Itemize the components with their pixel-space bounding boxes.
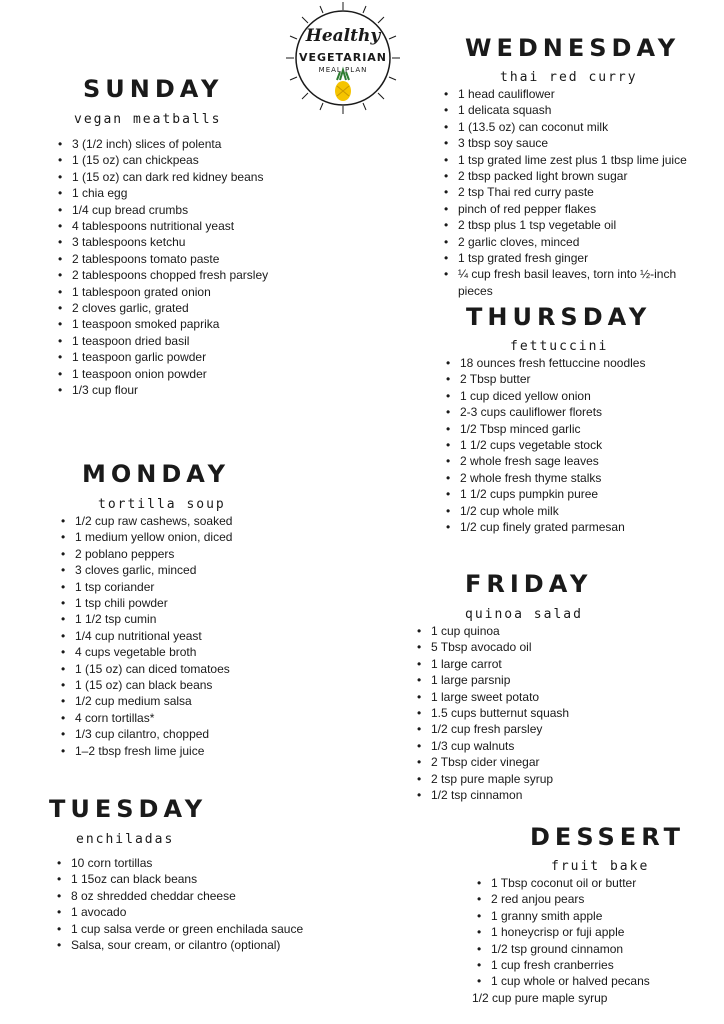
thursday-ingredient: • 1/2 cup finely grated parmesan [445,519,645,535]
thursday-heading: THURSDAY [466,303,652,331]
wednesday-ingredient: • 2 tsp Thai red curry paste [443,184,695,200]
thursday-ingredient: • 1/2 Tbsp minced garlic [445,421,645,437]
wednesday-heading: WEDNESDAY [465,34,681,62]
monday-dish: tortilla soup [98,497,226,512]
friday-ingredients [416,623,569,803]
tuesday-ingredient: • Salsa, sour cream, or cilantro (optional) [56,937,303,953]
sunday-ingredient: • 3 (1/2 inch) slices of polenta [57,136,268,152]
dessert-extra-item: 1/2 cup pure maple syrup [472,991,608,1005]
monday-ingredient: • 1 (15 oz) can diced tomatoes [60,661,232,677]
thursday-ingredient: • 2 whole fresh sage leaves [445,453,645,469]
sunday-ingredient: • 1 teaspoon dried basil [57,333,268,349]
thursday-ingredient: • 1 cup diced yellow onion [445,388,645,404]
wednesday-ingredient: • 2 tbsp packed light brown sugar [443,168,695,184]
thursday-ingredient: • 2 whole fresh thyme stalks [445,470,645,486]
monday-ingredient: • 1/2 cup medium salsa [60,693,232,709]
tuesday-dish: enchiladas [76,832,175,847]
wednesday-ingredient: • 2 tbsp plus 1 tsp vegetable oil [443,217,695,233]
wednesday-ingredient: • pinch of red pepper flakes [443,201,695,217]
monday-ingredient: • 1/2 cup raw cashews, soaked [60,513,232,529]
thursday-ingredients [445,355,645,535]
dessert-ingredients [476,875,650,990]
dessert-ingredient: • 1 Tbsp coconut oil or butter [476,875,650,891]
monday-ingredient: • 1 tsp coriander [60,579,232,595]
thursday-dish: fettuccini [510,339,609,354]
friday-ingredient: • 2 tsp pure maple syrup [416,771,569,787]
thursday-ingredient: • 2-3 cups cauliflower florets [445,404,645,420]
friday-ingredient: • 1 large parsnip [416,672,569,688]
thursday-ingredient: • 18 ounces fresh fettuccine noodles [445,355,645,371]
sunday-ingredient: • 4 tablespoons nutritional yeast [57,218,268,234]
monday-ingredient: • 1 medium yellow onion, diced [60,529,232,545]
sunday-ingredient: • 1 chia egg [57,185,268,201]
tuesday-ingredient: • 1 15oz can black beans [56,871,303,887]
sunday-ingredients [57,136,268,399]
dessert-heading: DESSERT [530,823,685,851]
wednesday-ingredient: • 1 tsp grated lime zest plus 1 tbsp lime juice [443,152,695,168]
monday-ingredient: • 4 corn tortillas* [60,710,232,726]
thursday-ingredient: • 2 Tbsp butter [445,371,645,387]
sunday-ingredient: • 1 teaspoon smoked paprika [57,316,268,332]
wednesday-ingredient: • 1 (13.5 oz) can coconut milk [443,119,695,135]
monday-ingredient: • 1–2 tbsp fresh lime juice [60,743,232,759]
friday-dish: quinoa salad [465,607,583,622]
sunday-heading: SUNDAY [83,75,224,103]
dessert-ingredient: • 2 red anjou pears [476,891,650,907]
sunday-ingredient: • 1 teaspoon garlic powder [57,349,268,365]
sunday-ingredient: • 2 tablespoons chopped fresh parsley [57,267,268,283]
monday-heading: MONDAY [82,460,230,488]
sunday-ingredient: • 2 cloves garlic, grated [57,300,268,316]
sunday-ingredient: • 1 tablespoon grated onion [57,284,268,300]
sunday-ingredient: • 3 tablespoons ketchu [57,234,268,250]
dessert-ingredient: • 1 cup whole or halved pecans [476,973,650,989]
tuesday-ingredient: • 10 corn tortillas [56,855,303,871]
monday-ingredient: • 4 cups vegetable broth [60,644,232,660]
tuesday-ingredient: • 8 oz shredded cheddar cheese [56,888,303,904]
wednesday-ingredients [443,86,695,299]
sunday-ingredient: • 1/3 cup flour [57,382,268,398]
tuesday-ingredient: • 1 cup salsa verde or green enchilada sauce [56,921,303,937]
monday-ingredient: • 3 cloves garlic, minced [60,562,232,578]
logo-vegetarian: VEGETARIAN [298,51,387,64]
tuesday-ingredient: • 1 avocado [56,904,303,920]
monday-ingredient: • 1/3 cup cilantro, chopped [60,726,232,742]
monday-ingredient: • 1 (15 oz) can black beans [60,677,232,693]
sunday-ingredient: • 2 tablespoons tomato paste [57,251,268,267]
logo-meal-plan: MEAL PLAN [318,66,368,74]
monday-ingredient: • 1 tsp chili powder [60,595,232,611]
wednesday-ingredient: • ¼ cup fresh basil leaves, torn into ½-inch pieces [443,266,695,299]
dessert-ingredient: • 1 honeycrisp or fuji apple [476,924,650,940]
thursday-ingredient: • 1 1/2 cups pumpkin puree [445,486,645,502]
friday-ingredient: • 1 large sweet potato [416,689,569,705]
thursday-ingredient: • 1 1/2 cups vegetable stock [445,437,645,453]
sunday-ingredient: • 1/4 cup bread crumbs [57,202,268,218]
tuesday-ingredients [56,855,303,953]
friday-ingredient: • 1 cup quinoa [416,623,569,639]
dessert-ingredient: • 1 cup fresh cranberries [476,957,650,973]
sunday-ingredient: • 1 teaspoon onion powder [57,366,268,382]
thursday-ingredient: • 1/2 cup whole milk [445,503,645,519]
friday-ingredient: • 1.5 cups butternut squash [416,705,569,721]
wednesday-ingredient: • 2 garlic cloves, minced [443,234,695,250]
tuesday-heading: TUESDAY [49,795,208,823]
friday-ingredient: • 1/2 tsp cinnamon [416,787,569,803]
wednesday-ingredient: • 1 head cauliflower [443,86,695,102]
friday-heading: FRIDAY [465,570,593,598]
logo-healthy: Healthy [305,26,381,46]
friday-ingredient: • 2 Tbsp cider vinegar [416,754,569,770]
friday-ingredient: • 1 large carrot [416,656,569,672]
dessert-ingredient: • 1/2 tsp ground cinnamon [476,941,650,957]
wednesday-ingredient: • 1 delicata squash [443,102,695,118]
friday-ingredient: • 1/2 cup fresh parsley [416,721,569,737]
friday-ingredient: • 1/3 cup walnuts [416,738,569,754]
sunday-ingredient: • 1 (15 oz) can chickpeas [57,152,268,168]
dessert-ingredient: • 1 granny smith apple [476,908,650,924]
wednesday-ingredient: • 1 tsp grated fresh ginger [443,250,695,266]
dessert-dish: fruit bake [551,859,650,874]
monday-ingredients [60,513,232,759]
sunday-ingredient: • 1 (15 oz) can dark red kidney beans [57,169,268,185]
wednesday-ingredient: • 3 tbsp soy sauce [443,135,695,151]
friday-ingredient: • 5 Tbsp avocado oil [416,639,569,655]
monday-ingredient: • 1/4 cup nutritional yeast [60,628,232,644]
wednesday-dish: thai red curry [500,70,638,85]
monday-ingredient: • 1 1/2 tsp cumin [60,611,232,627]
monday-ingredient: • 2 poblano peppers [60,546,232,562]
sunday-dish: vegan meatballs [74,112,222,127]
meal-plan-logo [280,2,406,114]
